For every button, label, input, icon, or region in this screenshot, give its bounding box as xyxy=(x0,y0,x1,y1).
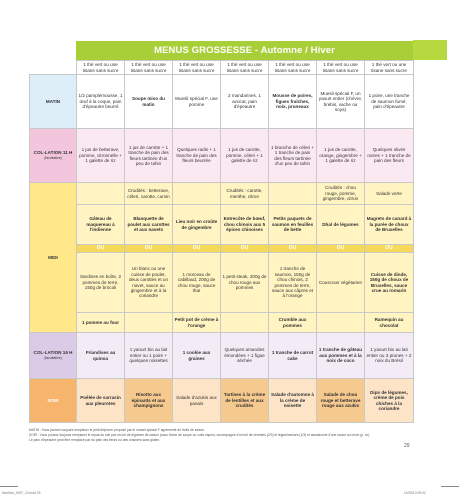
menu-cell: 1 jus de carotte + 1 tranche de pain des fleurs tartinée d'un peu de tahin xyxy=(125,129,173,183)
drink-cell: 1 thé vert ou une tisane sans sucre xyxy=(221,61,269,75)
page-number: 29 xyxy=(404,443,410,449)
footnote: MATIN : Vous pouvez toujours remplacer le petit déjeuner proposé par le muesli spécial F agrémenté de fruits de saison. xyxy=(29,428,206,432)
menu-cell: 1 poire, une tranche de saumon fumé, pain d'épeautre xyxy=(365,75,414,129)
menu-cell: 1 jus de carotte, orange, gingembre + 1 galette de riz xyxy=(317,129,365,183)
plat-cell: Dhal de légumes xyxy=(317,205,365,245)
row-label-text: COL-LATION 11 H xyxy=(33,150,73,156)
alternative-cell: 1 tranche de saumon, 150g de chou chinois, 2 pommes de terre, sauce aux câpres et à l'orange xyxy=(269,253,317,313)
drink-cell: 1 thé vert ou une tisane sans sucre xyxy=(269,61,317,75)
row-label-soir: SOIR xyxy=(30,379,77,423)
entree-cell: Crudités : carotte, menthe, citron xyxy=(221,183,269,205)
drink-cell: 1 thé vert ou une tisane sans sucre xyxy=(125,61,173,75)
menu-cell: 2 mandarines, 1 avocat, pain d'épeautre xyxy=(221,75,269,129)
drink-cell: 1 thé vert ou une tisane sans sucre xyxy=(317,61,365,75)
menu-cell: 1 branche de céleri + 1 tranche de pain des fleurs tartinée d'un peu de tahin xyxy=(269,129,317,183)
dessert-cell: Crumble aux pommes xyxy=(269,313,317,333)
midi-dessert-row xyxy=(30,313,414,333)
drink-cell: 1 thé vert ou une tisane sans sucre xyxy=(173,61,221,75)
alternative-cell: 1 morceau de cabillaud, 200g de chou rouge, sauce thaï xyxy=(173,253,221,313)
menu-cell: 1/2 pamplemousse, 1 œuf à la coque, pain d'épeautre beurré xyxy=(77,75,125,129)
plat-cell: Magrets de canard à la purée de choux de Bruxelles xyxy=(365,205,414,245)
menu-cell: Salade d'azukis aux panais xyxy=(173,379,221,423)
top-margin xyxy=(0,0,459,40)
print-timestamp: 11/09/13 09:02 xyxy=(404,491,426,495)
row-label-collation-16h xyxy=(30,333,77,379)
dessert-cell xyxy=(125,313,173,333)
alternative-cell: Sardines en boîte, 2 pommes de terre, 150g de brocoli xyxy=(77,253,125,313)
midi-ou-row xyxy=(30,245,414,253)
alternative-cell: Couscous végétarien xyxy=(317,253,365,313)
midi-entree-row xyxy=(30,183,414,205)
ou-separator: OU xyxy=(317,245,365,253)
alternative-cell: Un blanc ou une cuisse de poulet, deux carottes et un navet, sauce au gingembre et à la coriandre xyxy=(125,253,173,313)
row-label-text: COL-LATION 16 H xyxy=(33,350,73,356)
menu-cell: Quelques amandes émondées + 1 figue séchée xyxy=(221,333,269,379)
menu-cell: 1 tranche de gâteau aux pommes et à la noix de coco xyxy=(317,333,365,379)
crop-mark xyxy=(0,486,18,487)
entree-cell xyxy=(269,183,317,205)
menu-table xyxy=(29,60,414,423)
dessert-cell: 1 pomme au four xyxy=(77,313,125,333)
green-tab-marker xyxy=(413,40,447,60)
menu-cell: Mousse de poires, figues fraîches, noix, pruneaux xyxy=(269,75,317,129)
file-slug: Nutrition_MCF_24.indd 29 xyxy=(2,491,41,495)
ou-separator: OU xyxy=(77,245,125,253)
plat-cell: Petits paquets de saumon en feuilles de bette xyxy=(269,205,317,245)
soir-row xyxy=(30,379,414,423)
dessert-cell: Ramequin au chocolat xyxy=(365,313,414,333)
footnotes xyxy=(29,428,414,443)
plat-cell: Entrecôte de bœuf, chou chinois aux 5 épices chinoises xyxy=(221,205,269,245)
drink-row xyxy=(30,61,414,75)
dessert-cell xyxy=(221,313,269,333)
menu-cell: Salade de chou rouge et betterave rouge aux azukis xyxy=(317,379,365,423)
menu-cell: Soupe miso du matin xyxy=(125,75,173,129)
ou-separator: OU xyxy=(269,245,317,253)
matin-row xyxy=(30,75,414,129)
menu-cell: Dips de légumes, crème de pois chiches à la coriandre xyxy=(365,379,414,423)
ou-separator: OU xyxy=(173,245,221,253)
alternative-cell: Cuisse de dinde, 150g de choux de Bruxelles, sauce crue au romarin xyxy=(365,253,414,313)
ou-separator: OU xyxy=(365,245,414,253)
row-label-sub: (facultative) xyxy=(44,155,62,160)
alternative-cell: 1 petit steak, 200g de chou rouge aux pommes xyxy=(221,253,269,313)
menu-cell: 1 yaourt bio au lait entier ou 3 prunes + 2 noix du Brésil xyxy=(365,333,414,379)
menu-cell: 1 tranche de carrot cake xyxy=(269,333,317,379)
drink-cell: 1 thé vert ou une tisane sans sucre xyxy=(365,61,414,75)
entree-cell: Salade verte xyxy=(365,183,414,205)
menu-cell: 1 cookie aux graines xyxy=(173,333,221,379)
plat-cell: Gâteau de maquereau à l'indienne xyxy=(77,205,125,245)
row-label-sub: (facultative) xyxy=(44,355,62,360)
empty-corner xyxy=(30,61,77,75)
menu-cell: Risotto aux épinards et aux champignons xyxy=(125,379,173,423)
entree-cell xyxy=(173,183,221,205)
menu-cell: 1 yaourt bio au lait entier ou 1 poire + quelques noisettes xyxy=(125,333,173,379)
menu-cell: Quelques radis + 1 tranche de pain des fleurs beurrée xyxy=(173,129,221,183)
menu-cell: Muesli spécial F, une pomme xyxy=(173,75,221,129)
dessert-cell: Petit pot de crème à l'orange xyxy=(173,313,221,333)
menu-cell: Friandises au quinoa xyxy=(77,333,125,379)
row-label-midi: MIDI xyxy=(30,183,77,333)
midi-plat-row xyxy=(30,205,414,245)
ou-separator: OU xyxy=(125,245,173,253)
plat-cell: Blanquette de poulet aux carottes et aux navets xyxy=(125,205,173,245)
menu-cell: 1 jus de betterave, pomme, citronnelle + 1 galette de riz xyxy=(77,129,125,183)
menu-cell: Quelques olives noires + 1 tranche de pain des fleurs xyxy=(365,129,414,183)
collation2-row xyxy=(30,333,414,379)
crop-mark xyxy=(441,486,459,487)
menu-cell: Muesli spécial F, un yaourt entier (chèvre, brebis, vache ou soya) xyxy=(317,75,365,129)
collation1-row xyxy=(30,129,414,183)
entree-cell: Crudités : betterave, céleri, carotte, cumin xyxy=(125,183,173,205)
footnote: SOIR : Vous pouvez toujours remplacer le repas du soir par un bol de légumes de saison (sous forme de soupe ou cuits vapeur, accompagné d'un bol de céréales (2/3) et légumineuses (1/3) et assaisonné d'une sauce au choix (p. xx). xyxy=(29,433,371,437)
dessert-cell xyxy=(317,313,365,333)
drink-cell: 1 thé vert ou une tisane sans sucre xyxy=(77,61,125,75)
midi-alternative-row xyxy=(30,253,414,313)
entree-cell: Crudités : chou rouge, pomme, gingembre, citron xyxy=(317,183,365,205)
footnote: Le pain d'épeautre peut être remplacé par du pain des fleurs ou des crackers sans gluten. xyxy=(29,438,161,442)
row-label-collation-11h xyxy=(30,129,77,183)
menu-cell: Tartines à la crème de lentilles et aux crudités xyxy=(221,379,269,423)
menu-cell: Poêlée de sarrasin aux pleurotes xyxy=(77,379,125,423)
plat-cell: Lieu noir en croûte de gingembre xyxy=(173,205,221,245)
entree-cell xyxy=(77,183,125,205)
ou-separator: OU xyxy=(221,245,269,253)
menu-cell: Salade d'automne à la crème de noisette xyxy=(269,379,317,423)
menu-cell: 1 jus de carotte, pomme, céleri + 1 galette de riz xyxy=(221,129,269,183)
page-title: MENUS GROSSESSE - Automne / Hiver xyxy=(76,41,413,60)
row-label-matin: MATIN xyxy=(30,75,77,129)
